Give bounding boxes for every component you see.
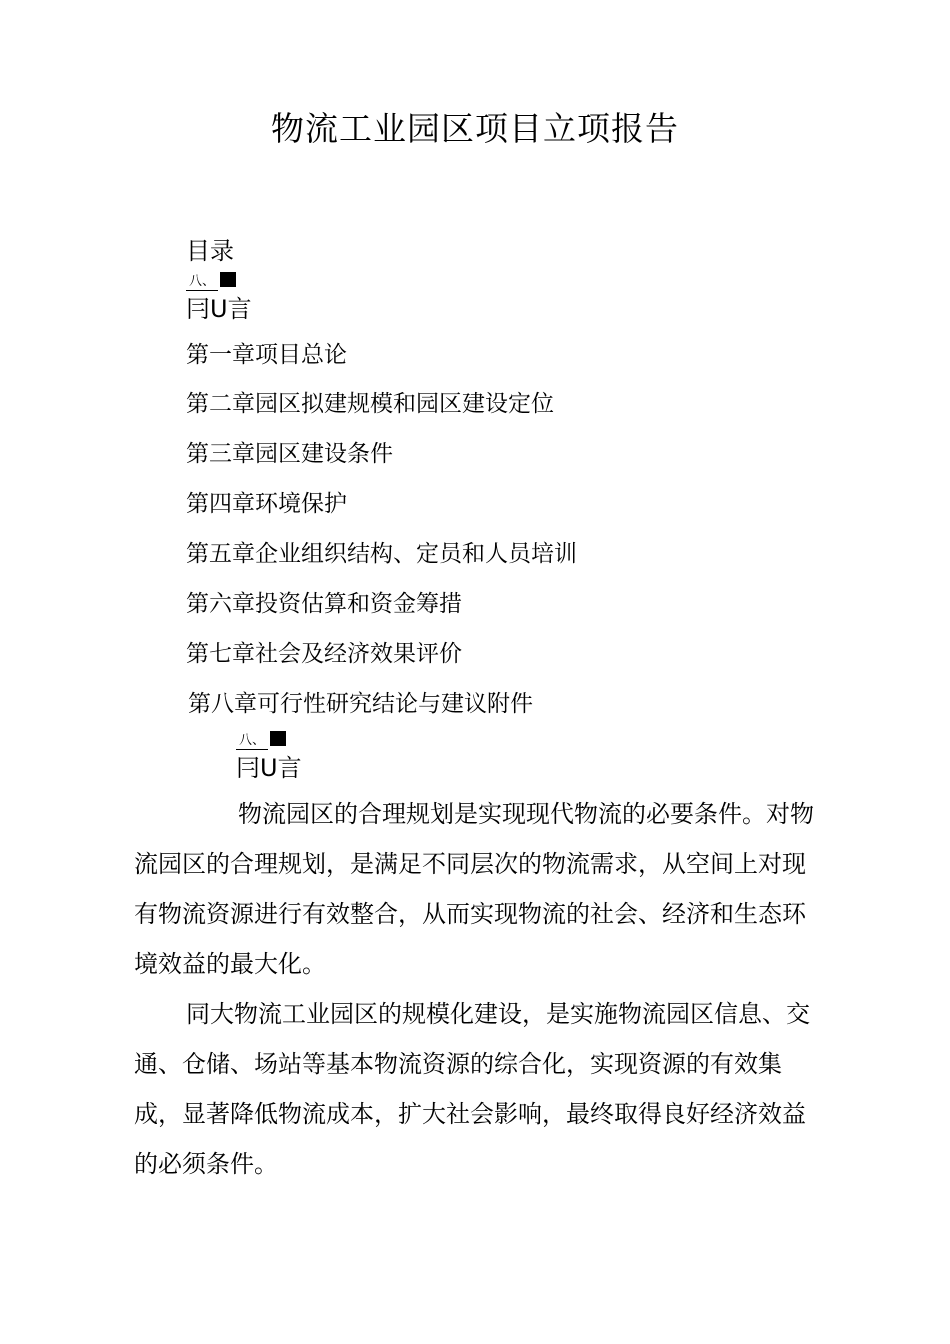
toc-item-chapter-5[interactable]: 第五章企业组织结构、定员和人员培训 [186, 541, 577, 567]
toc-item-chapter-8[interactable]: 第八章可行性研究结论与建议附件 [188, 691, 533, 717]
body-paragraph-2: 同大物流工业园区的规模化建设，是实施物流园区信息、交通、仓储、场站等基本物流资源的综合化，实现资源的有效集成，显著降低物流成本，扩大社会影响，最终取得良好经济效益的必须条件。 [134, 1000, 810, 1178]
toc-garbled-marks [186, 272, 236, 291]
toc-item-chapter-2[interactable]: 第二章园区拟建规模和园区建设定位 [186, 391, 554, 417]
section-heading: 冃U言 [236, 754, 302, 782]
toc-item-chapter-7[interactable]: 第七章社会及经济效果评价 [186, 641, 462, 667]
section-garbled-marks [236, 731, 286, 750]
toc-preface-label: 冃U言 [186, 295, 252, 323]
garbled-text: 八、 [236, 733, 268, 750]
document-title: 物流工业园区项目立项报告 [271, 109, 679, 148]
toc-item-chapter-3[interactable]: 第三章园区建设条件 [186, 441, 393, 467]
toc-item-chapter-1[interactable]: 第一章项目总论 [186, 342, 347, 368]
toc-item-chapter-4[interactable]: 第四章环境保护 [186, 491, 347, 517]
garbled-text: 八、 [186, 274, 218, 291]
toc-item-chapter-6[interactable]: 第六章投资估算和资金筹措 [186, 591, 462, 617]
black-square-icon [220, 272, 236, 287]
black-square-icon [270, 731, 286, 746]
toc-heading: 目录 [186, 237, 234, 265]
body-paragraph-1: 物流园区的合理规划是实现现代物流的必要条件。对物流园区的合理规划，是满足不同层次的物流需求，从空间上对现有物流资源进行有效整合，从而实现物流的社会、经济和生态环境效益的最大化。 [134, 800, 814, 978]
